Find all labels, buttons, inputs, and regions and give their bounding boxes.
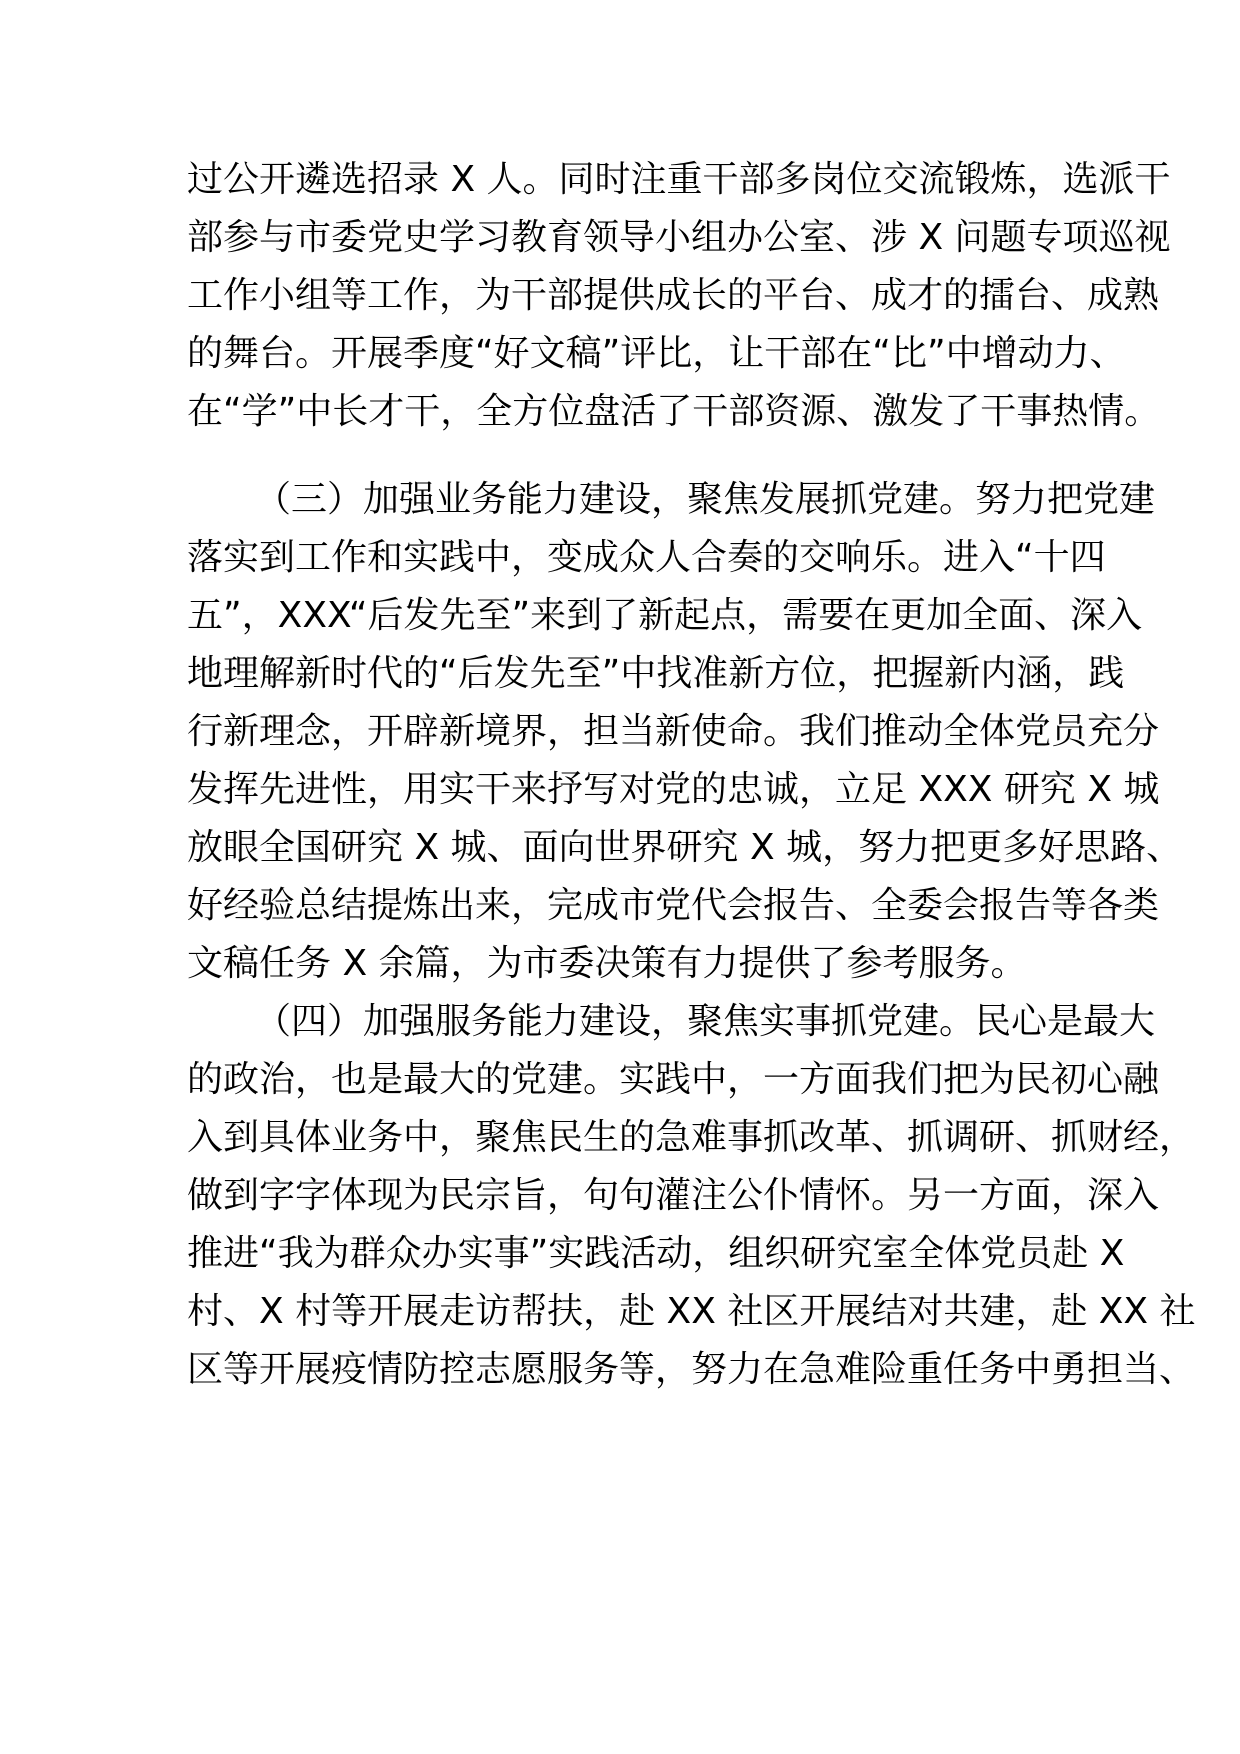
paragraph-line: 区等开展疫情防控志愿服务等，努力在急难险重任务中勇担当、: [187, 1349, 1196, 1390]
paragraph-line: 的政治，也是最大的党建。实践中，一方面我们把为民初心融: [187, 1059, 1160, 1100]
paragraph-line: 发挥先进性，用实干来抒写对党的忠诚，立足 XXX 研究 X 城: [187, 769, 1160, 810]
paragraph-line: 部参与市委党史学习教育领导小组办公室、涉 X 问题专项巡视: [187, 217, 1171, 258]
paragraph-line: 推进“我为群众办实事”实践活动，组织研究室全体党员赴 X: [187, 1233, 1125, 1274]
paragraph-line: 在“学”中长才干，全方位盘活了干部资源、激发了干事热情。: [187, 391, 1161, 432]
paragraph-line: 地理解新时代的“后发先至”中找准新方位，把握新内涵，践: [187, 653, 1125, 694]
paragraph-line: 落实到工作和实践中，变成众人合奏的交响乐。进入“十四: [187, 537, 1106, 578]
paragraph-line: 村、X 村等开展走访帮扶，赴 XX 社区开展结对共建，赴 XX 社: [187, 1291, 1196, 1332]
paragraph-line: 放眼全国研究 X 城、面向世界研究 X 城，努力把更多好思路、: [187, 827, 1183, 868]
paragraph-line: 做到字字体现为民宗旨，句句灌注公仆情怀。另一方面，深入: [187, 1175, 1160, 1216]
paragraph-line: 工作小组等工作，为干部提供成长的平台、成才的擂台、成熟: [187, 275, 1160, 316]
paragraph-line: 的舞台。开展季度“好文稿”评比，让干部在“比”中增动力、: [187, 333, 1126, 374]
paragraph-line: 入到具体业务中，聚焦民生的急难事抓改革、抓调研、抓财经，: [187, 1117, 1196, 1158]
section-heading-line: （四）加强服务能力建设，聚焦实事抓党建。民心是最大: [255, 1001, 1156, 1042]
section-heading-line: （三）加强业务能力建设，聚焦发展抓党建。努力把党建: [255, 479, 1156, 520]
paragraph-line: 行新理念，开辟新境界，担当新使命。我们推动全体党员充分: [187, 711, 1160, 752]
paragraph-line: 好经验总结提炼出来，完成市党代会报告、全委会报告等各类: [187, 885, 1160, 926]
paragraph-line: 过公开遴选招录 X 人。同时注重干部多岗位交流锻炼，选派干: [187, 159, 1171, 200]
paragraph-line: 文稿任务 X 余篇，为市委决策有力提供了参考服务。: [187, 943, 1027, 984]
paragraph-line: 五”，XXX“后发先至”来到了新起点，需要在更加全面、深入: [187, 595, 1143, 636]
